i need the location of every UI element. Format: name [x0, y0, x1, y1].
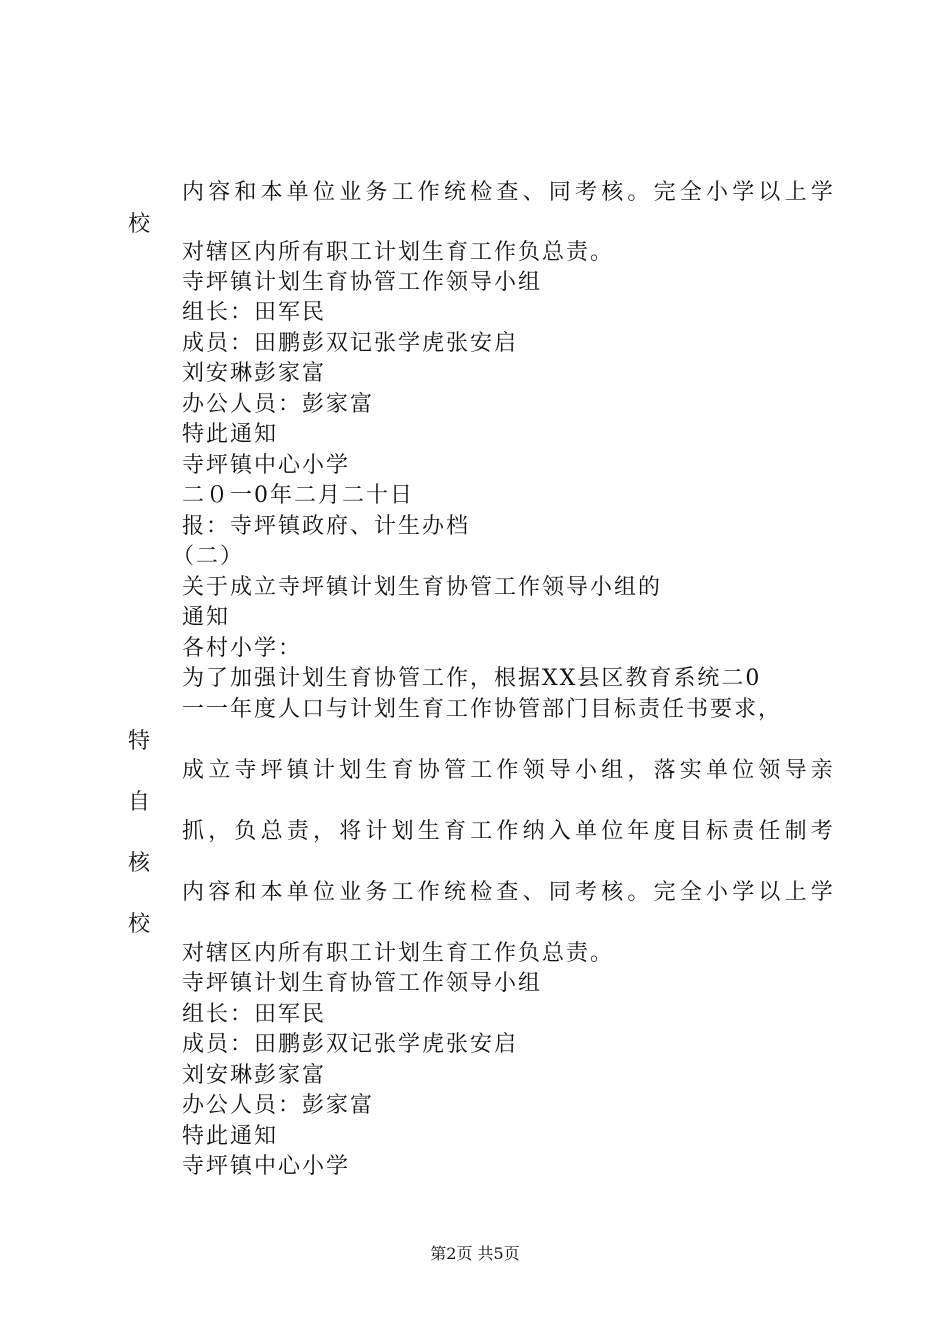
body-line: 对辖区内所有职工计划生育工作负总责。 — [182, 240, 615, 265]
body-line: 一一年度人口与计划生育工作协管部门目标责任书要求， — [182, 697, 783, 722]
body-line: 抓，负总责，将计划生育工作纳入单位年度目标责任制考 — [182, 819, 838, 844]
group-members-cont: 刘安琳彭家富 — [182, 1063, 327, 1088]
group-members: 成员：田鹏彭双记张学虎张安启 — [182, 1032, 519, 1057]
notice-closing: 特此通知 — [182, 422, 279, 447]
body-line-wrap: 校 — [128, 212, 153, 237]
body-line: 成立寺坪镇计划生育协管工作领导小组，落实单位领导亲 — [182, 758, 838, 783]
group-members-cont: 刘安琳彭家富 — [182, 361, 327, 386]
office-staff: 办公人员：彭家富 — [182, 392, 375, 417]
body-line: 内容和本单位业务工作统检查、同考核。完全小学以上学 — [182, 880, 838, 905]
notice-title-cont: 通知 — [182, 605, 231, 630]
salutation: 各村小学： — [182, 636, 303, 661]
body-line-wrap: 校 — [128, 912, 153, 937]
report-to: 报：寺坪镇政府、计生办档 — [182, 514, 471, 539]
group-title: 寺坪镇计划生育协管工作领导小组 — [182, 270, 543, 295]
section-number: （二） — [172, 544, 245, 569]
issue-date: 二０一0年二月二十日 — [182, 483, 414, 508]
issuer: 寺坪镇中心小学 — [182, 1154, 351, 1179]
group-leader: 组长：田军民 — [182, 1002, 327, 1027]
body-line: 内容和本单位业务工作统检查、同考核。完全小学以上学 — [182, 180, 838, 205]
notice-title: 关于成立寺坪镇计划生育协管工作领导小组的 — [182, 575, 663, 600]
office-staff: 办公人员：彭家富 — [182, 1093, 375, 1118]
page-footer: 第2页 共5页 — [430, 1244, 520, 1263]
body-line-wrap: 自 — [128, 790, 153, 815]
body-line-wrap: 核 — [128, 851, 153, 876]
body-line: 对辖区内所有职工计划生育工作负总责。 — [182, 941, 615, 966]
issuer: 寺坪镇中心小学 — [182, 453, 351, 478]
group-leader: 组长：田军民 — [182, 300, 327, 325]
notice-closing: 特此通知 — [182, 1124, 279, 1149]
body-line-wrap: 特 — [128, 729, 153, 754]
group-members: 成员：田鹏彭双记张学虎张安启 — [182, 331, 519, 356]
group-title: 寺坪镇计划生育协管工作领导小组 — [182, 971, 543, 996]
body-line: 为了加强计划生育协管工作，根据XX县区教育系统二0 — [182, 666, 762, 691]
